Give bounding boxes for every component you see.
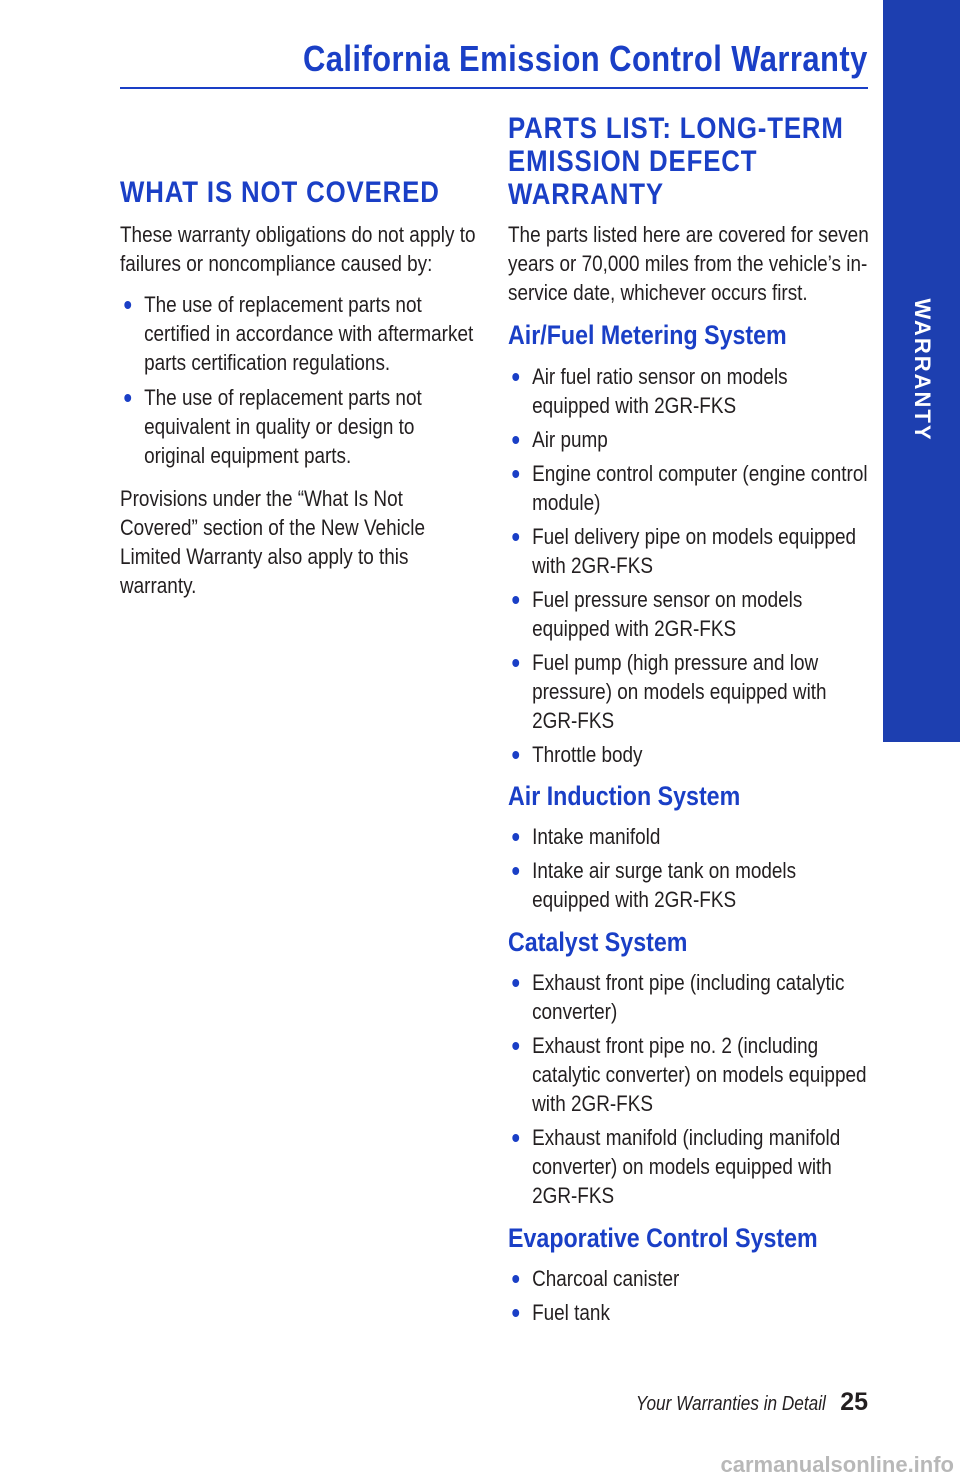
list-item: Exhaust front pipe no. 2 (including catalytic converter) on models equipped with 2GR-FKS xyxy=(508,1031,870,1118)
bullet-icon xyxy=(512,533,519,541)
list-item: Exhaust manifold (including manifold converter) on models equipped with 2GR-FKS xyxy=(508,1123,870,1210)
bullet-icon xyxy=(512,979,519,987)
list-item: Fuel pump (high pressure and low pressure) on models equipped with 2GR-FKS xyxy=(508,648,870,735)
not-covered-heading: WHAT IS NOT COVERED xyxy=(120,176,440,209)
group-list-catalyst xyxy=(508,968,870,1210)
list-item: Fuel tank xyxy=(508,1298,870,1327)
parts-list-intro: The parts listed here are covered for seven years or 70,000 miles from the vehicle’s in-service date, whichever occurs first. xyxy=(508,222,869,305)
bullet-icon xyxy=(512,659,519,667)
group-title-air-fuel: Air/Fuel Metering System xyxy=(508,320,787,350)
watermark: carmanualsonline.info xyxy=(720,1452,954,1477)
list-item: Air pump xyxy=(508,425,870,454)
list-item: Exhaust front pipe (including catalytic converter) xyxy=(508,968,870,1026)
bullet-icon xyxy=(512,1042,519,1050)
bullet-icon xyxy=(512,436,519,444)
bullet-icon xyxy=(512,833,519,841)
list-item: Intake manifold xyxy=(508,822,870,851)
section-tab-text: WARRANTY xyxy=(909,298,935,442)
group-title-evaporative: Evaporative Control System xyxy=(508,1223,818,1253)
group-title-catalyst: Catalyst System xyxy=(508,927,688,957)
group-list-air-fuel xyxy=(508,362,870,769)
bullet-icon xyxy=(512,596,519,604)
bullet-icon xyxy=(512,751,519,759)
list-item: Fuel pressure sensor on models equipped with 2GR-FKS xyxy=(508,585,870,643)
list-item: Charcoal canister xyxy=(508,1264,870,1293)
not-covered-closing: Provisions under the “What Is Not Covered” section of the New Vehicle Limited Warranty also apply to this warranty. xyxy=(120,486,425,598)
bullet-icon xyxy=(512,1134,519,1142)
bullet-icon xyxy=(512,867,519,875)
title-rule xyxy=(120,87,868,89)
group-list-air-induction xyxy=(508,822,870,914)
list-item: The use of replacement parts not certified in accordance with aftermarket parts certification regulations. xyxy=(120,290,479,377)
bullet-icon xyxy=(512,470,519,478)
not-covered-intro: These warranty obligations do not apply to failures or noncompliance caused by: xyxy=(120,222,476,276)
list-item: Air fuel ratio sensor on models equipped with 2GR-FKS xyxy=(508,362,870,420)
bullet-icon xyxy=(124,301,131,309)
list-item: Engine control computer (engine control module) xyxy=(508,459,870,517)
not-covered-list xyxy=(120,290,479,470)
bullet-icon xyxy=(512,1309,519,1317)
parts-list-heading: PARTS LIST: LONG-TERM EMISSION DEFECT WARRANTY xyxy=(508,112,844,211)
group-list-evaporative xyxy=(508,1264,870,1327)
list-item: The use of replacement parts not equivalent in quality or design to original equipment parts. xyxy=(120,383,479,470)
list-item: Intake air surge tank on models equipped with 2GR-FKS xyxy=(508,856,870,914)
group-title-air-induction: Air Induction System xyxy=(508,781,741,811)
page-footer xyxy=(605,1388,868,1417)
bullet-icon xyxy=(512,373,519,381)
list-item: Throttle body xyxy=(508,740,870,769)
page-title: California Emission Control Warranty xyxy=(303,38,868,79)
bullet-icon xyxy=(512,1275,519,1283)
footer-text: Your Warranties in Detail xyxy=(636,1393,827,1415)
list-item: Fuel delivery pipe on models equipped with 2GR-FKS xyxy=(508,522,870,580)
bullet-icon xyxy=(124,394,131,402)
page-number: 25 xyxy=(840,1388,868,1416)
